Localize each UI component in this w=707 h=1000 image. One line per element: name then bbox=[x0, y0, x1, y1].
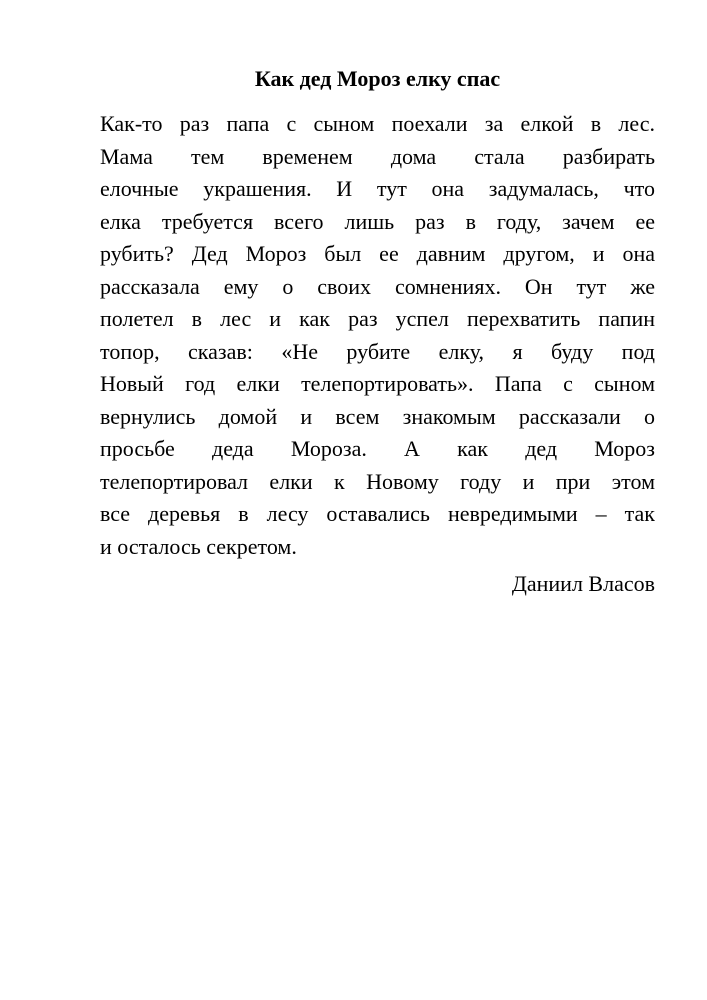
author-signature: Даниил Власов bbox=[511, 571, 655, 596]
document-title: Как дед Мороз елку спас bbox=[254, 66, 501, 91]
text-line: вернулись домой и всем знакомым рассказали о bbox=[100, 403, 655, 429]
text-line: елочные украшения. И тут она задумалась, что bbox=[100, 176, 655, 201]
story-body bbox=[100, 108, 655, 563]
text-line: просьбе деда Мороза. А как дед Мороз bbox=[100, 436, 655, 461]
text-line: все деревья в лесу оставались невредимыми – так bbox=[100, 501, 655, 526]
text-line: и осталось секретом. bbox=[100, 533, 297, 559]
text-line: Новый год елки телепортировать». Папа с сыном bbox=[100, 371, 655, 396]
text-line: рассказала ему о своих сомнениях. Он тут же bbox=[100, 273, 655, 299]
text-line: Мама тем временем дома стала разбирать bbox=[100, 143, 655, 169]
text-line: Как-то раз папа с сыном поехали за елкой в лес. bbox=[100, 111, 655, 136]
document-content bbox=[100, 62, 655, 601]
text-line: рубить? Дед Мороз был ее давним другом, и она bbox=[100, 241, 655, 266]
text-line: полетел в лес и как раз успел перехватить папин bbox=[100, 306, 655, 331]
text-line: топор, сказав: «Не рубите елку, я буду под bbox=[100, 338, 655, 364]
text-line: телепортировал елки к Новому году и при этом bbox=[100, 468, 655, 494]
text-line: елка требуется всего лишь раз в году, зачем ее bbox=[100, 208, 655, 234]
